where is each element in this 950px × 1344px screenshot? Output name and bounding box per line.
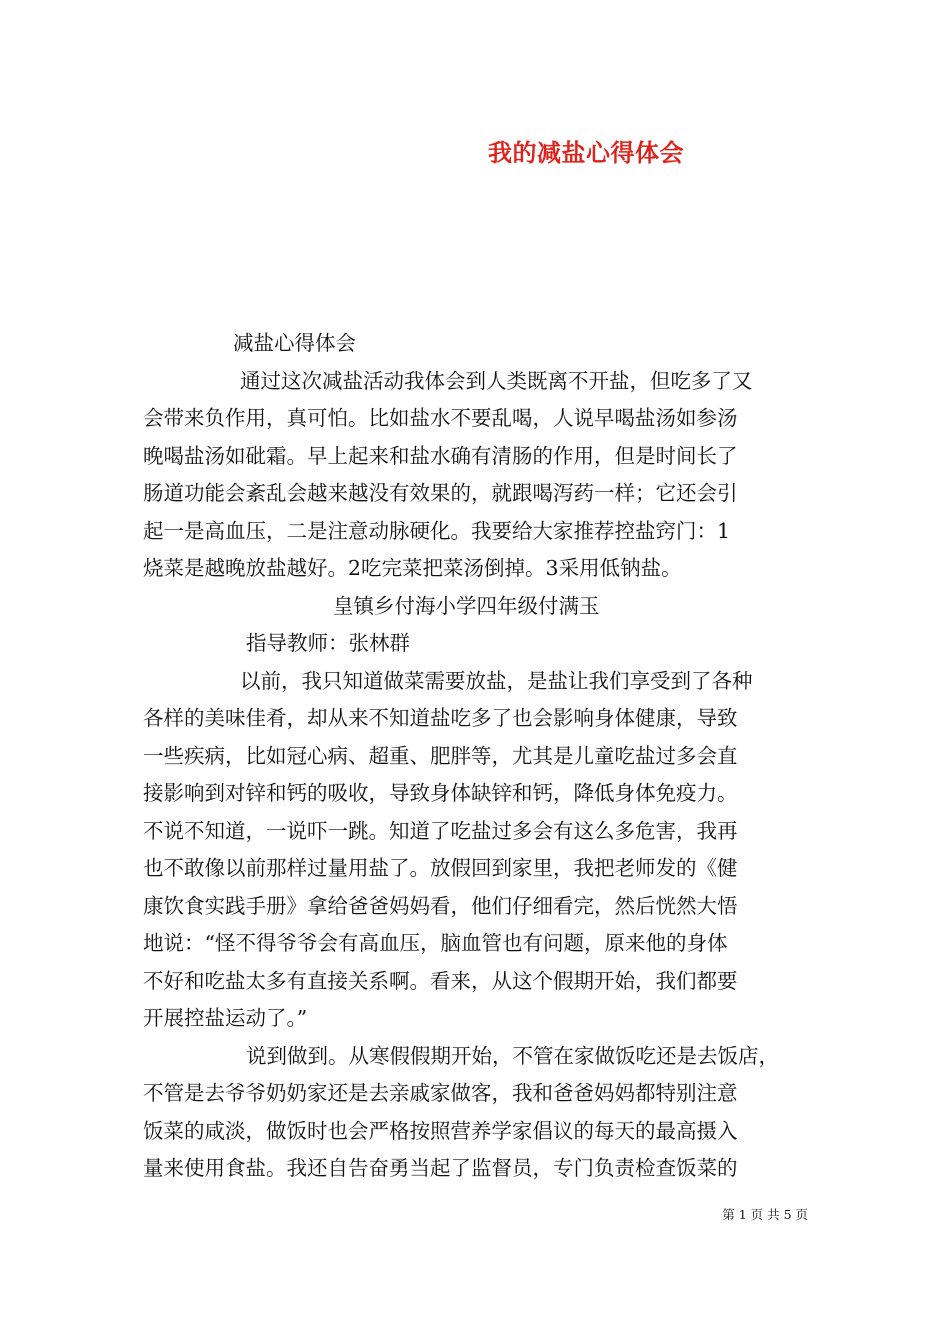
paragraph-line: 量来使用食盐。我还自告奋勇当起了监督员，专门负责检查饭菜的 [143, 1156, 738, 1180]
paragraph-line: 肠道功能会紊乱会越来越没有效果的，就跟喝泻药一样；它还会引 [143, 481, 738, 505]
paragraph-1 [143, 363, 817, 588]
author-line: 皇镇乡付海小学四年级付满玉 [333, 593, 600, 618]
document-body [143, 325, 817, 1188]
paragraph-line: 晚喝盐汤如砒霜。早上起来和盐水确有清肠的作用，但是时间长了 [143, 443, 738, 468]
paragraph-line: 起一是高血压，二是注意动脉硬化。我要给大家推荐控盐窍门：1 [143, 518, 731, 543]
teacher-line: 指导教师：张林群 [246, 631, 410, 655]
paragraph-line: 接影响到对锌和钙的吸收，导致身体缺锌和钙，降低身体免疫力。 [143, 781, 738, 805]
paragraph-line: 不说不知道，一说吓一跳。知道了吃盐过多会有这么多危害，我再 [143, 818, 738, 843]
paragraph-2 [143, 663, 817, 1038]
paragraph-line: 说到做到。从寒假假期开始，不管在家做饭吃还是去饭店， [246, 1043, 779, 1068]
paragraph-line: 地说：“怪不得爷爷会有高血压，脑血管也有问题，原来他的身体 [143, 931, 728, 955]
paragraph-line: 以前，我只知道做菜需要放盐，是盐让我们享受到了各种 [240, 668, 753, 693]
document-title: 我的减盐心得体会 [488, 138, 684, 167]
paragraph-line: 通过这次减盐活动我体会到人类既离不开盐，但吃多了又 [240, 368, 753, 393]
paragraph-line: 会带来负作用，真可怕。比如盐水不要乱喝，人说早喝盐汤如参汤 [143, 406, 738, 430]
section-heading: 减盐心得体会 [233, 331, 356, 355]
paragraph-line: 各样的美味佳肴，却从来不知道盐吃多了也会影响身体健康，导致 [143, 706, 738, 730]
paragraph-line: 不好和吃盐太多有直接关系啊。看来，从这个假期开始，我们都要 [143, 968, 738, 993]
paragraph-line: 一些疾病，比如冠心病、超重、肥胖等，尤其是儿童吃盐过多会直 [143, 743, 738, 768]
paragraph-line: 烧菜是越晚放盐越好。2吃完菜把菜汤倒掉。3采用低钠盐。 [143, 556, 682, 580]
paragraph-line: 不管是去爷爷奶奶家还是去亲戚家做客，我和爸爸妈妈都特别注意 [143, 1081, 738, 1105]
paragraph-line: 饭菜的咸淡，做饭时也会严格按照营养学家倡议的每天的最高摄入 [143, 1118, 738, 1143]
paragraph-line: 开展控盐运动了。” [143, 1006, 308, 1030]
paragraph-line: 康饮食实践手册》拿给爸爸妈妈看，他们仔细看完，然后恍然大悟 [143, 893, 738, 918]
page-number-footer: 第 1 页 共 5 页 [722, 1207, 808, 1222]
paragraph-3 [143, 1038, 817, 1188]
paragraph-line: 也不敢像以前那样过量用盐了。放假回到家里，我把老师发的《健 [143, 856, 738, 880]
